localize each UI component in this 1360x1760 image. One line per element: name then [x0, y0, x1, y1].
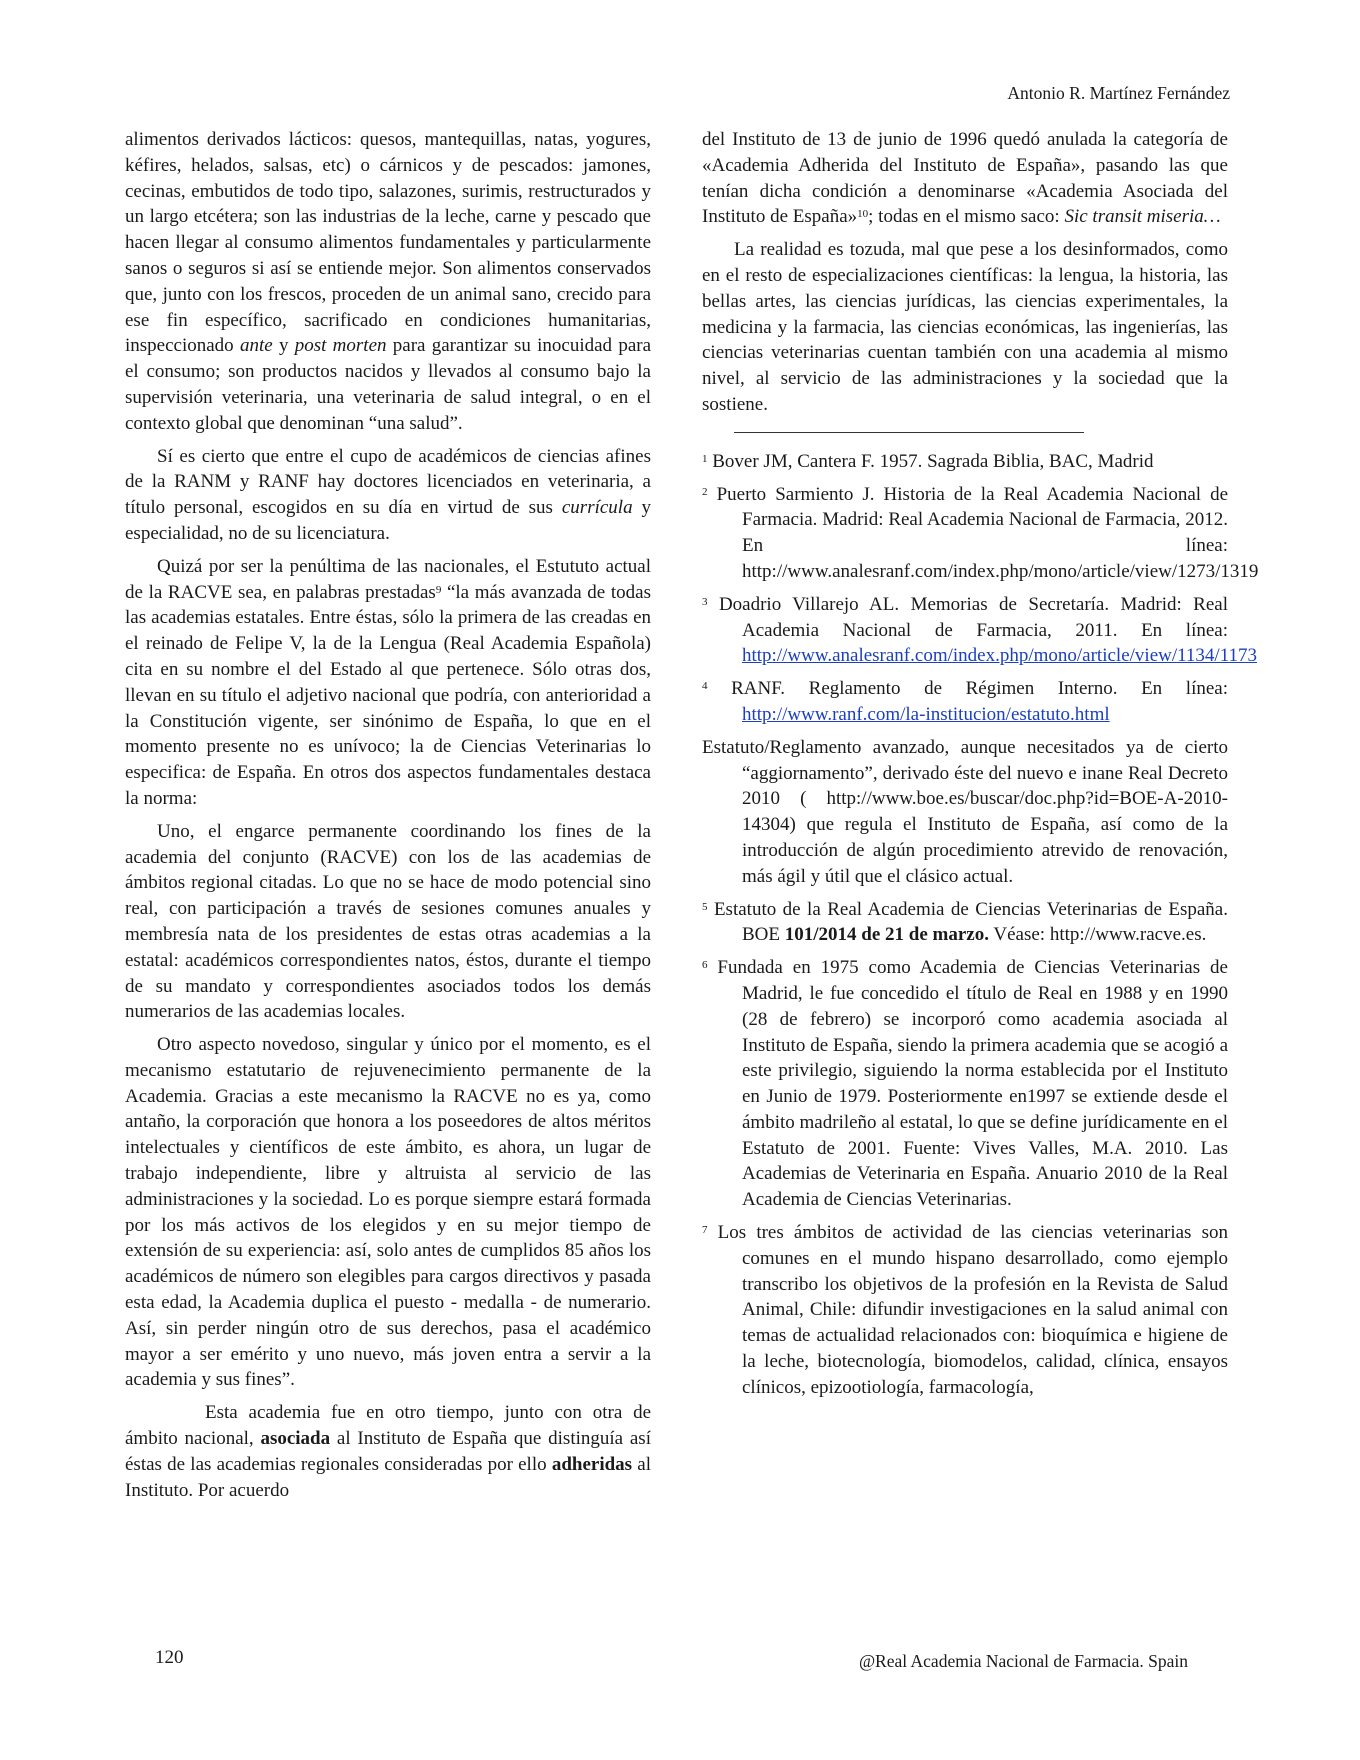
italic-text: post morten — [294, 335, 387, 357]
footnote-number: 3 — [702, 595, 708, 608]
footnote-text: Doadrio Villarejo AL. Memorias de Secretaría. Madrid: Real Academia Nacional de Farmacia, 2011. En línea: — [718, 593, 1229, 641]
paragraph-6 — [125, 1400, 651, 1503]
right-column — [702, 127, 1259, 1408]
footnote-link[interactable]: http://www.analesranf.com/index.php/mono/article/view/1134/1173 — [742, 645, 1257, 667]
footnote-link[interactable]: http://www.ranf.com/la-institucion/estatuto.html — [742, 703, 1110, 725]
paragraph-4: Uno, el engarce permanente coordinando los fines de la academia del conjunto (RACVE) con los de las academias de ámbitos regional citadas. Lo que no se hace de modo potencial sino real, con participación a través de sesiones comunes anuales y membresía nata de los presidentes de estas otras academias a la estatal: académicos correspondientes natos, éstos, durante el tiempo de su mandato y correspondientes asociados todos los demás numerarios de las academias locales. — [125, 820, 651, 1023]
footnote-text: Bover JM, Cantera F. 1957. Sagrada Biblia, BAC, Madrid — [712, 450, 1154, 472]
paragraph-8: La realidad es tozuda, mal que pese a los desinformados, como en el resto de especializaciones científicas: la lengua, la historia, las bellas artes, las ciencias jurídicas, las ciencias experimentales, la medicina y la farmacia, las ciencias económicas, las ingenierías, las ciencias veterinarias cuentan también con una academia al mismo nivel, al servicio de las administraciones y la sociedad que la sostiene. — [702, 239, 1228, 415]
footnote-3 — [702, 592, 1257, 669]
bold-text: 101/2014 de 21 de marzo. — [784, 924, 989, 946]
paragraph-text: para garantizar su inocuidad para el consumo; son productos nacidos y llevados al consumo bajo la supervisión veterinaria, una veterinaria de salud integral, o en el contexto global que denominan “una salud”. — [125, 335, 652, 434]
footnote-1 — [702, 449, 1228, 475]
paragraph-text: al Instituto. Por acuerdo — [125, 1453, 651, 1501]
paragraph-2 — [125, 444, 651, 547]
footnote-6 — [702, 955, 1228, 1213]
paragraph-text: al Instituto de España que distinguía así éstas de las academias regionales consideradas por ello — [125, 1428, 651, 1475]
footnote-4 — [702, 676, 1228, 728]
paragraph-text: “la más avanzada de todas las academias estatales. Entre éstas, sólo la primera de las creadas en el reinado de Felipe V, la de la Lengua (Real Academia Española) cita en su nombre el del Estado al que pertenece. Sólo otras dos, llevan en su título el adjetivo nacional que podría, con anterioridad a la Constitución vigente, ser sinónimo de España, lo que en el momento presente no es unívoco; la de Ciencias Veterinarias lo especifica: de España. En otros dos aspectos fundamentales destaca la norma: — [125, 581, 651, 809]
footnote-2 — [702, 482, 1259, 585]
paragraph-text: Quizá por ser la penúltima de las nacionales, el Estututo actual de la RACVE sea, en palabras prestadas — [125, 555, 651, 603]
footnote-number: 4 — [702, 680, 708, 693]
paragraph-7 — [702, 127, 1228, 230]
paragraph-5: Otro aspecto novedoso, singular y único por el momento, es el mecanismo estatutario de rejuvenecimiento permanente de la Academia. Gracias a este mecanismo la RACVE no es ya, como antaño, la corporación que honora a los poseedores de altos méritos intelectuales y científicos de este ámbito, es ahora, un lugar de trabajo independiente, libre y altruista al servicio de las administraciones y la sociedad. Lo es porque siempre estará formada por los más activos de los elegidos y en su mejor tiempo de extensión de su experiencia: así, solo antes de cumplidos 85 años los académicos de número son elegibles para cargos directivos y pasada esta edad, la Academia duplica el puesto - medalla - de numerario. Así, sin perder ningún otro de sus derechos, pasa el académico mayor a ser emérito y uno nuevo, más joven entra a servir a la academia y sus fines”. — [125, 1034, 651, 1391]
page-number: 120 — [155, 1647, 184, 1668]
bold-text: asociada — [260, 1428, 331, 1450]
footnote-text: Véase: http://www.racve.es. — [988, 924, 1207, 946]
paragraph-1 — [125, 127, 651, 437]
paragraph-text: ; todas en el mismo saco: — [868, 206, 1065, 228]
footnote-text: Puerto Sarmiento J. Historia de la Real Academia Nacional de Farmacia. Madrid: Real Academia Nacional de Farmacia, 2012. En línea: http://www.analesranf.com/index.php/mono/article/view/1273/1319 — [716, 483, 1259, 582]
footnote-number: 5 — [702, 900, 708, 913]
footnote-7 — [702, 1220, 1228, 1401]
footnote-number: 1 — [702, 452, 708, 465]
paragraph-text: alimentos derivados lácticos: quesos, mantequillas, natas, yogures, kéfires, helados, salsas, etc) o cárnicos y de pescados: jamones, cecinas, embutidos de todo tipo, salazones, surimis, restructurados y un largo etcétera; son las industrias de la leche, carne y pescado que hacen llegar al consumo alimentos fundamentales y particularmente sanos o seguros si así se entiende mejor. Son alimentos conservados que, junto con los frescos, proceden de un animal sano, crecido para ese fin específico, sacrificado en condiciones humanitarias, inspeccionado — [125, 129, 651, 357]
footnote-text: Estatuto de la Real Academia de Ciencias Veterinarias de España. BOE — [713, 898, 1228, 946]
footnote-separator — [734, 432, 1084, 433]
left-column — [125, 127, 651, 1510]
italic-text: Sic transit miseria… — [1064, 206, 1221, 228]
footnote-reference[interactable]: 10 — [857, 208, 869, 221]
paragraph-text: y — [272, 335, 295, 357]
footnote-number: 2 — [702, 485, 708, 498]
footnote-text: Los tres ámbitos de actividad de las ciencias veterinarias son comunes en el mundo hispano desarrollado, como ejemplo transcribo los objetivos de la profesión en la Revista de Salud Animal, Chile: difundir investigaciones en la salud animal con temas de actualidad relacionados con: bioquímica e higiene de la leche, biotecnología, biomodelos, calidad, clínica, ensayos clínicos, epizootiología, farmacología, — [717, 1222, 1229, 1398]
footer-copyright: @Real Academia Nacional de Farmacia. Spain — [858, 1651, 1188, 1671]
footnote-number: 6 — [702, 959, 708, 972]
italic-text: ante — [239, 335, 273, 357]
footnote-number: 7 — [702, 1224, 708, 1237]
paragraph-text: del Instituto de 13 de junio de 1996 quedó anulada la categoría de «Academia Adherida del Instituto de España», pasando las que tenían dicha condición a denominarse «Academia Asociada del Instituto de España» — [702, 129, 1228, 228]
footnote-text: Fundada en 1975 como Academia de Ciencias Veterinarias de Madrid, le fue concedido el título de Real en 1988 y en 1990 (28 de febrero) se incorporó como academia asociada al Instituto de España, siendo la primera academia que se acogió a este privilegio, siguiendo la norma establecida por el Instituto en Junio de 1979. Posteriormente en1997 se extiende desde el ámbito madrileño al estatal, lo que se define jurídicamente en el Estatuto de 2001. Fuente: Vives Valles, M.A. 2010. Las Academias de Veterinaria en España. Anuario 2010 de la Real Academia de Ciencias Veterinarias. — [717, 957, 1228, 1211]
bold-text: adheridas — [551, 1453, 633, 1475]
footnote-reference[interactable]: 9 — [435, 583, 442, 596]
footnote-text: RANF. Reglamento de Régimen Interno. En línea: — [731, 678, 1228, 700]
running-header-author: Antonio R. Martínez Fernández — [1007, 83, 1230, 103]
paragraph-3 — [125, 554, 651, 812]
paragraph-text: y especialidad, no de su licenciatura. — [125, 497, 652, 544]
italic-text: currícula — [561, 497, 633, 519]
paragraph-text: Esta academia fue en otro tiempo, junto con otra de ámbito nacional, — [125, 1402, 651, 1450]
paragraph-text: Sí es cierto que entre el cupo de académicos de ciencias afines de la RANM y RANF hay doctores licenciados en veterinaria, a título personal, escogidos en su día en virtud de sus — [125, 445, 651, 519]
footnote-4-continuation: Estatuto/Reglamento avanzado, aunque necesitados ya de cierto “aggiornamento”, derivado éste del nuevo e inane Real Decreto 2010 ( http://www.boe.es/buscar/doc.php?id=BOE-A-2010-14304) que regula el Instituto de España, así como de la introducción de algún procedimiento atrevido de renovación, más ágil y útil que el clásico actual. — [702, 736, 1228, 887]
footnote-5 — [702, 897, 1228, 949]
